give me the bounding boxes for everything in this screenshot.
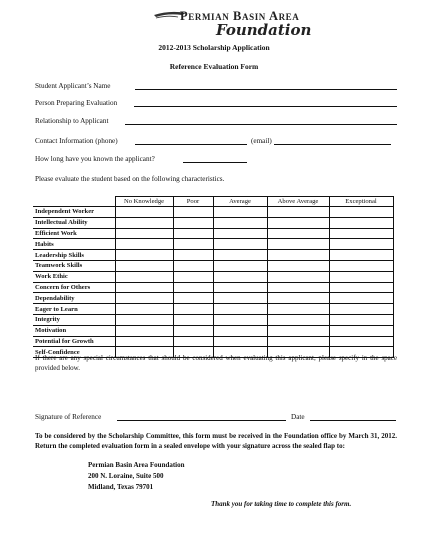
rating-cell[interactable] [115, 282, 173, 293]
rating-cell[interactable] [173, 336, 213, 347]
rating-cell[interactable] [173, 228, 213, 239]
rating-cell[interactable] [329, 314, 393, 325]
evaluation-instruction: Please evaluate the student based on the following characteristics. [35, 175, 225, 183]
submission-notice: To be considered by the Scholarship Committee, this form must be received in the Foundation office by March 31, 2012. Return the completed evaluation form in a sealed envelope with your signature across the sealed flap to: [35, 432, 397, 450]
table-row [33, 250, 393, 261]
rating-cell[interactable] [329, 250, 393, 261]
rating-cell[interactable] [173, 217, 213, 228]
table-row [33, 293, 393, 304]
rating-cell[interactable] [213, 293, 267, 304]
logo-line-2: Foundation [216, 21, 312, 39]
rating-cell[interactable] [267, 314, 329, 325]
rating-cell[interactable] [267, 250, 329, 261]
table-row [33, 217, 393, 228]
characteristic-label: Leadership Skills [33, 250, 115, 261]
rating-cell[interactable] [329, 271, 393, 282]
rating-cell[interactable] [115, 325, 173, 336]
rating-cell[interactable] [213, 217, 267, 228]
rating-cell[interactable] [267, 239, 329, 250]
rating-cell[interactable] [267, 304, 329, 315]
rating-cell[interactable] [329, 228, 393, 239]
column-header: Above Average [267, 197, 329, 207]
date-field[interactable] [310, 420, 396, 421]
table-row [33, 282, 393, 293]
rating-cell[interactable] [329, 336, 393, 347]
rating-cell[interactable] [115, 217, 173, 228]
rating-cell[interactable] [267, 228, 329, 239]
rating-cell[interactable] [213, 207, 267, 218]
rating-cell[interactable] [115, 293, 173, 304]
column-header: Exceptional [329, 197, 393, 207]
column-header: No Knowledge [115, 197, 173, 207]
rating-cell[interactable] [115, 336, 173, 347]
person-preparing-field[interactable] [134, 106, 397, 107]
rating-cell[interactable] [267, 207, 329, 218]
rating-cell[interactable] [329, 282, 393, 293]
address-line-1: Permian Basin Area Foundation [88, 461, 185, 469]
rating-cell[interactable] [213, 304, 267, 315]
rating-cell[interactable] [267, 260, 329, 271]
column-header: Poor [173, 197, 213, 207]
rating-cell[interactable] [115, 304, 173, 315]
rating-cell[interactable] [115, 314, 173, 325]
foundation-logo [152, 9, 322, 43]
rating-cell[interactable] [267, 217, 329, 228]
rating-cell[interactable] [115, 228, 173, 239]
rating-cell[interactable] [173, 260, 213, 271]
rating-cell[interactable] [213, 260, 267, 271]
rating-cell[interactable] [267, 282, 329, 293]
contact-phone-field[interactable] [135, 144, 247, 145]
characteristic-label: Potential for Growth [33, 336, 115, 347]
characteristic-label: Intellectual Ability [33, 217, 115, 228]
table-row [33, 207, 393, 218]
rating-cell[interactable] [267, 293, 329, 304]
rating-cell[interactable] [173, 325, 213, 336]
person-preparing-label: Person Preparing Evaluation [35, 99, 118, 107]
characteristic-label: Work Ethic [33, 271, 115, 282]
rating-cell[interactable] [213, 314, 267, 325]
rating-cell[interactable] [173, 207, 213, 218]
rating-cell[interactable] [115, 260, 173, 271]
characteristic-label: Independent Worker [33, 207, 115, 218]
how-long-field[interactable] [183, 162, 247, 163]
rating-cell[interactable] [173, 250, 213, 261]
rating-cell[interactable] [213, 336, 267, 347]
characteristic-label: Self-Confidence [33, 347, 115, 358]
contact-email-field[interactable] [274, 144, 391, 145]
table-row [33, 260, 393, 271]
student-name-label: Student Applicant’s Name [35, 82, 111, 90]
special-circumstances-text: If there are any special circumstances that should be considered when evaluating this applicant, please specify in the space provided below. [35, 354, 397, 372]
characteristic-label: Concern for Others [33, 282, 115, 293]
logo-line-1: Permian Basin Area [180, 9, 300, 23]
application-subtitle: 2012-2013 Scholarship Application [158, 43, 270, 52]
contact-phone-label: Contact Information (phone) [35, 137, 118, 145]
characteristic-label: Habits [33, 239, 115, 250]
table-row [33, 314, 393, 325]
table-corner [33, 197, 115, 207]
rating-cell[interactable] [213, 282, 267, 293]
rating-cell[interactable] [173, 239, 213, 250]
table-row [33, 271, 393, 282]
table-row [33, 325, 393, 336]
table-row [33, 336, 393, 347]
rating-cell[interactable] [173, 293, 213, 304]
date-label: Date [291, 413, 305, 421]
rating-cell[interactable] [213, 325, 267, 336]
evaluation-rows [33, 207, 393, 358]
rating-cell[interactable] [173, 314, 213, 325]
student-name-field[interactable] [135, 89, 397, 90]
rating-cell[interactable] [115, 239, 173, 250]
rating-cell[interactable] [329, 260, 393, 271]
characteristic-label: Dependability [33, 293, 115, 304]
rating-cell[interactable] [267, 336, 329, 347]
signature-field[interactable] [117, 420, 286, 421]
contact-email-label: (email) [251, 137, 272, 145]
form-title: Reference Evaluation Form [169, 62, 259, 71]
evaluation-table [33, 196, 394, 358]
signature-label: Signature of Reference [35, 413, 102, 421]
rating-cell[interactable] [173, 282, 213, 293]
rating-cell[interactable] [115, 271, 173, 282]
address-line-2: 200 N. Loraine, Suite 500 [88, 472, 164, 480]
rating-cell[interactable] [329, 293, 393, 304]
rating-cell[interactable] [329, 304, 393, 315]
thank-you-note: Thank you for taking time to complete this form. [211, 500, 352, 508]
how-long-label: How long have you known the applicant? [35, 155, 155, 163]
rating-cell[interactable] [213, 228, 267, 239]
rating-cell[interactable] [267, 271, 329, 282]
rating-cell[interactable] [173, 304, 213, 315]
characteristic-label: Integrity [33, 314, 115, 325]
rating-cell[interactable] [173, 271, 213, 282]
rating-cell[interactable] [329, 207, 393, 218]
rating-cell[interactable] [267, 325, 329, 336]
relationship-label: Relationship to Applicant [35, 117, 109, 125]
characteristic-label: Motivation [33, 325, 115, 336]
relationship-field[interactable] [125, 124, 397, 125]
rating-cell[interactable] [329, 325, 393, 336]
rating-cell[interactable] [115, 250, 173, 261]
table-row [33, 239, 393, 250]
rating-cell[interactable] [213, 271, 267, 282]
table-row [33, 304, 393, 315]
rating-cell[interactable] [213, 239, 267, 250]
characteristic-label: Efficient Work [33, 228, 115, 239]
rating-cell[interactable] [115, 207, 173, 218]
address-line-3: Midland, Texas 79701 [88, 483, 154, 491]
column-header: Average [213, 197, 267, 207]
characteristic-label: Teamwork Skills [33, 260, 115, 271]
rating-cell[interactable] [213, 250, 267, 261]
rating-cell[interactable] [329, 239, 393, 250]
characteristic-label: Eager to Learn [33, 304, 115, 315]
table-row [33, 228, 393, 239]
rating-cell[interactable] [329, 217, 393, 228]
